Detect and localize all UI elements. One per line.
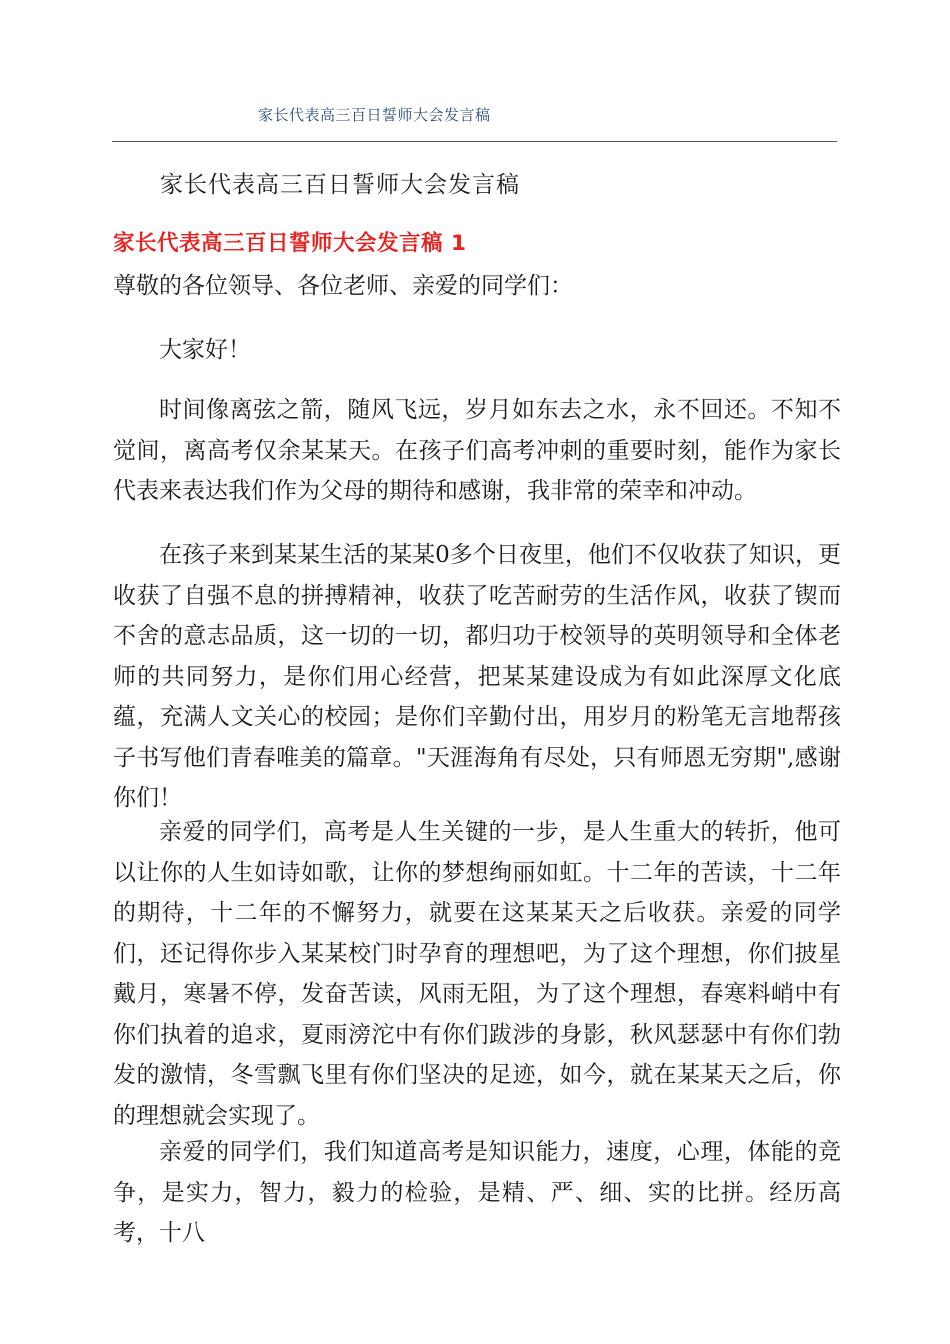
paragraph: 亲爱的同学们，高考是人生关键的一步，是人生重大的转折，他可以让你的人生如诗如歌，让你的梦想绚丽如虹。十二年的苦读，十二年的期待，十二年的不懈努力，就要在这某某天之后收获。亲爱的同学们，还记得你步入某某校门时孕育的理想吧，为了这个理想，你们披星戴月，寒暑不停，发奋苦读，风雨无阻，为了这个理想，春寒料峭中有你们执着的追求，夏雨滂沱中有你们跋涉的身影，秋风瑟瑟中有你们勃发的激情，冬雪飘飞里有你们坚决的足迹，如今，就在某某天之后，你的理想就会实现了。 <box>113 819 841 1129</box>
section-heading: 家长代表高三百日誓师大会发言稿 1 <box>113 231 467 256</box>
header-rule <box>112 141 837 142</box>
running-header: 家长代表高三百日誓师大会发言稿 <box>258 106 491 124</box>
paragraph: 在孩子来到某某生活的某某0多个日夜里，他们不仅收获了知识，更收获了自强不息的拼搏精神，收获了吃苦耐劳的生活作风，收获了锲而不舍的意志品质，这一切的一切，都归功于校领导的英明领导和全体老师的共同努力，是你们用心经营，把某某建设成为有如此深厚文化底蕴，充满人文关心的校园；是你们辛勤付出，用岁月的粉笔无言地帮孩子书写他们青春唯美的篇章。"天涯海角有尽处，只有师恩无穷期",感谢你们！ <box>113 542 841 811</box>
document-title: 家长代表高三百日誓师大会发言稿 <box>160 172 520 198</box>
salutation: 尊敬的各位领导、各位老师、亲爱的同学们： <box>113 273 573 299</box>
greeting: 大家好！ <box>159 337 251 363</box>
paragraph: 亲爱的同学们，我们知道高考是知识能力，速度，心理，体能的竞争，是实力，智力，毅力的检验，是精、严、细、实的比拼。经历高考，十八 <box>113 1139 841 1246</box>
paragraph: 时间像离弦之箭，随风飞远，岁月如东去之水，永不回还。不知不觉间，离高考仅余某某天。在孩子们高考冲刺的重要时刻，能作为家长代表来表达我们作为父母的期待和感谢，我非常的荣幸和冲动。 <box>113 397 841 504</box>
